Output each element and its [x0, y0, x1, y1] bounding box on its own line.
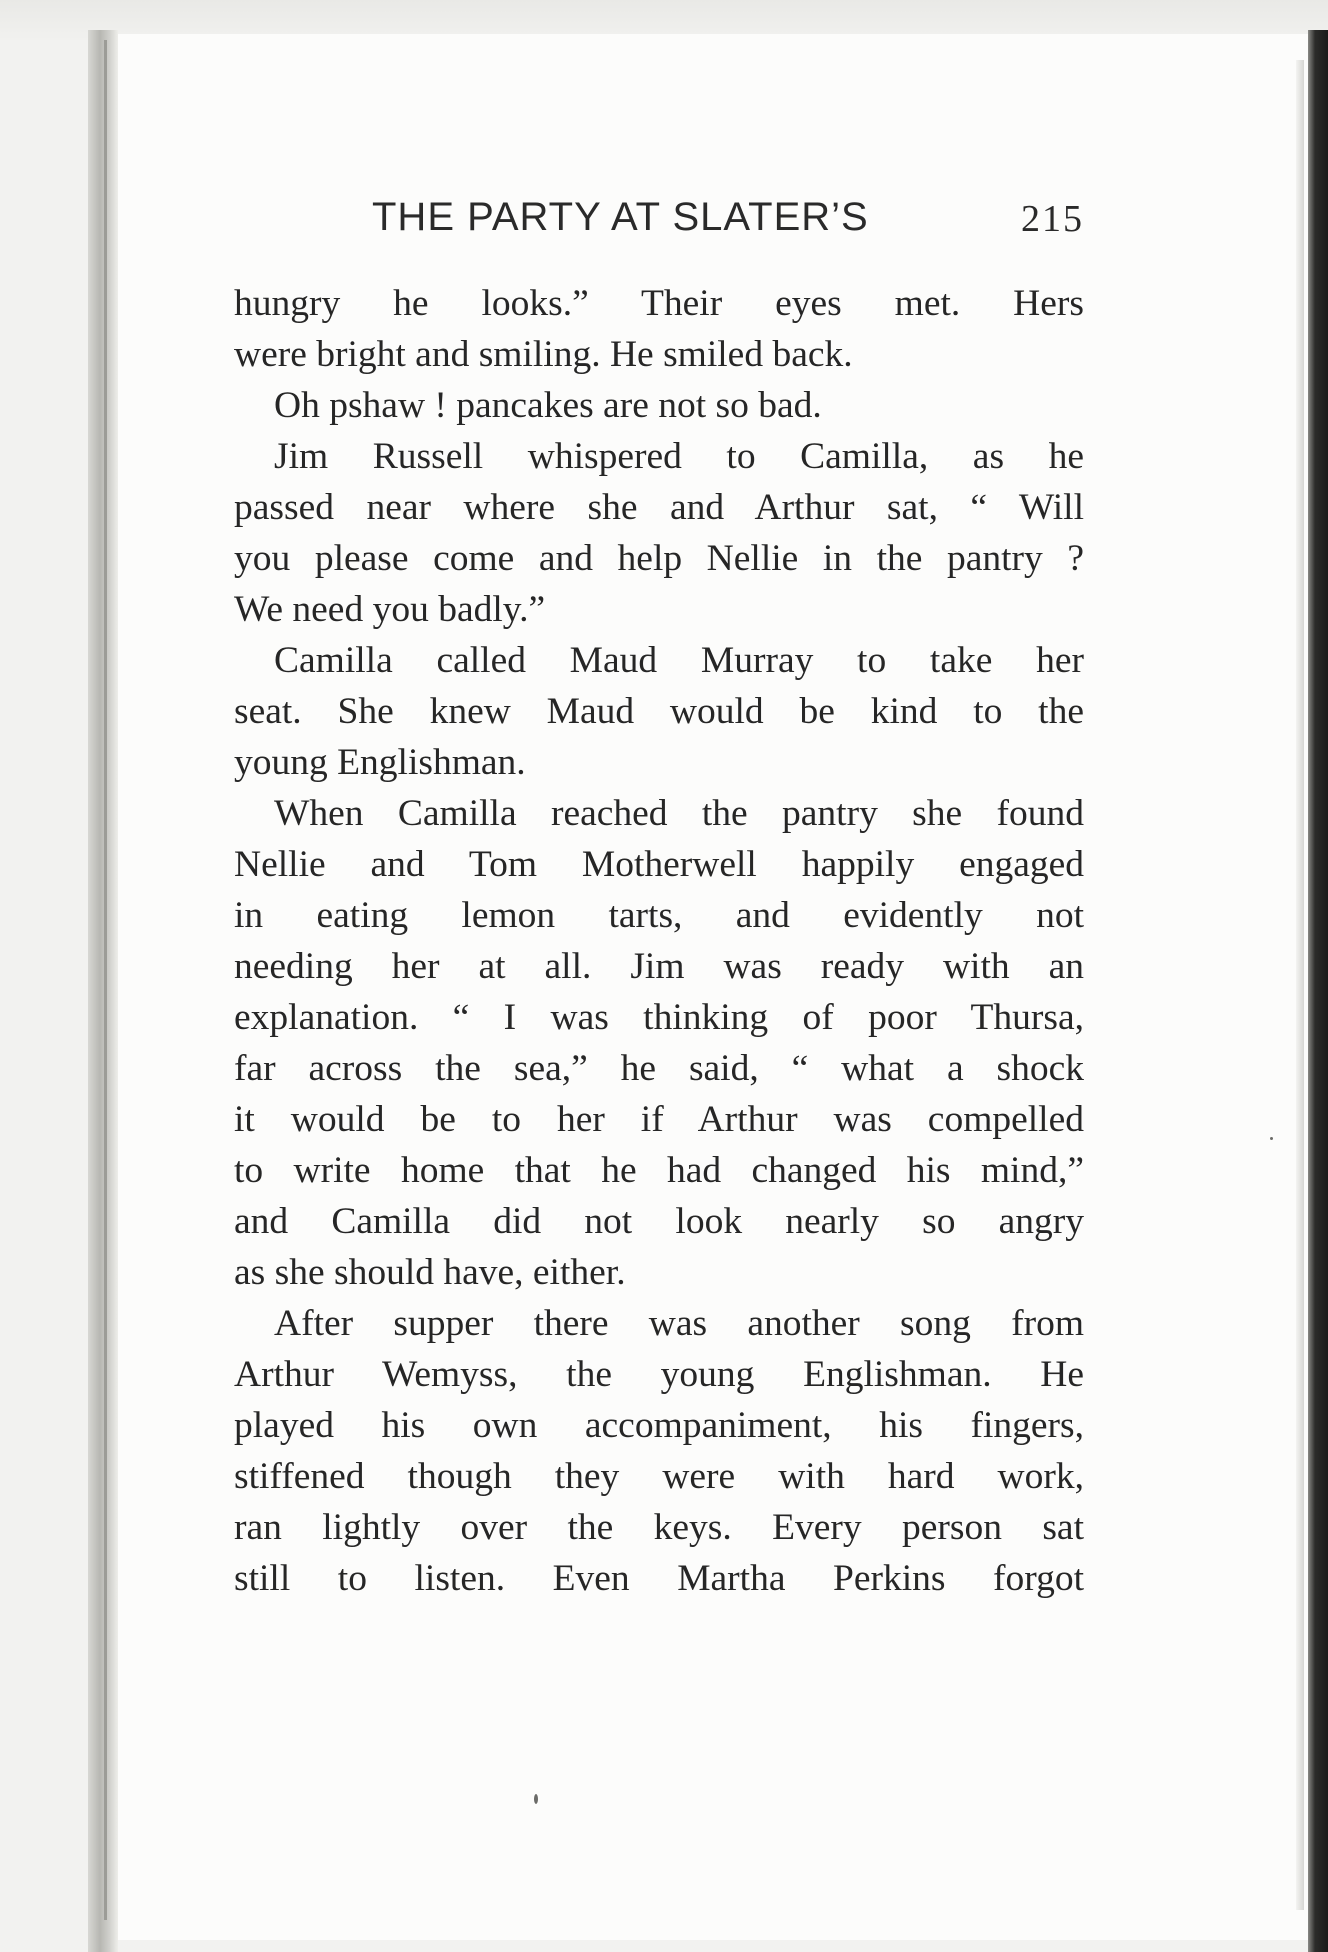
text-line: it would be to her if Arthur was compelled: [234, 1099, 1084, 1140]
text-line: far across the sea,” he said, “ what a shock: [234, 1048, 1084, 1089]
text-line: were bright and smiling. He smiled back.: [234, 334, 853, 375]
text-line: to write home that he had changed his mind,”: [234, 1150, 1084, 1191]
scan-speck: [1270, 1137, 1273, 1140]
text-line: seat. She knew Maud would be kind to the: [234, 691, 1084, 732]
text-line: We need you badly.”: [234, 589, 546, 630]
text-line: young Englishman.: [234, 742, 526, 783]
text-line: stiffened though they were with hard work,: [234, 1456, 1084, 1497]
page-left-edge: [88, 30, 118, 1952]
scan-speck: [534, 1794, 538, 1804]
text-line: After supper there was another song from: [274, 1303, 1084, 1344]
body-text: [234, 278, 1084, 1604]
running-head: [372, 195, 1084, 245]
page-right-margin-shade: [1296, 60, 1304, 1910]
text-line: Camilla called Maud Murray to take her: [274, 640, 1084, 681]
text-line: Jim Russell whispered to Camilla, as he: [274, 436, 1084, 477]
binding-shadow-line: [104, 40, 107, 1920]
text-line: Nellie and Tom Motherwell happily engaged: [234, 844, 1084, 885]
text-line: Oh pshaw ! pancakes are not so bad.: [274, 385, 822, 426]
running-title: THE PARTY AT SLATER’S: [372, 195, 869, 239]
text-line: still to listen. Even Martha Perkins forgot: [234, 1558, 1084, 1599]
text-line: passed near where she and Arthur sat, “ Will: [234, 487, 1084, 528]
text-line: played his own accompaniment, his fingers,: [234, 1405, 1084, 1446]
text-line: explanation. “ I was thinking of poor Thursa,: [234, 997, 1084, 1038]
text-line: and Camilla did not look nearly so angry: [234, 1201, 1084, 1242]
text-line: ran lightly over the keys. Every person sat: [234, 1507, 1084, 1548]
text-line: When Camilla reached the pantry she found: [274, 793, 1084, 834]
text-line: Arthur Wemyss, the young Englishman. He: [234, 1354, 1084, 1395]
text-line: you please come and help Nellie in the pantry ?: [234, 538, 1084, 579]
book-cover-edge: [1308, 30, 1328, 1952]
text-line: in eating lemon tarts, and evidently not: [234, 895, 1084, 936]
text-line: needing her at all. Jim was ready with an: [234, 946, 1084, 987]
text-line: as she should have, either.: [234, 1252, 626, 1293]
page-number: 215: [1021, 198, 1084, 240]
text-line: hungry he looks.” Their eyes met. Hers: [234, 283, 1084, 324]
